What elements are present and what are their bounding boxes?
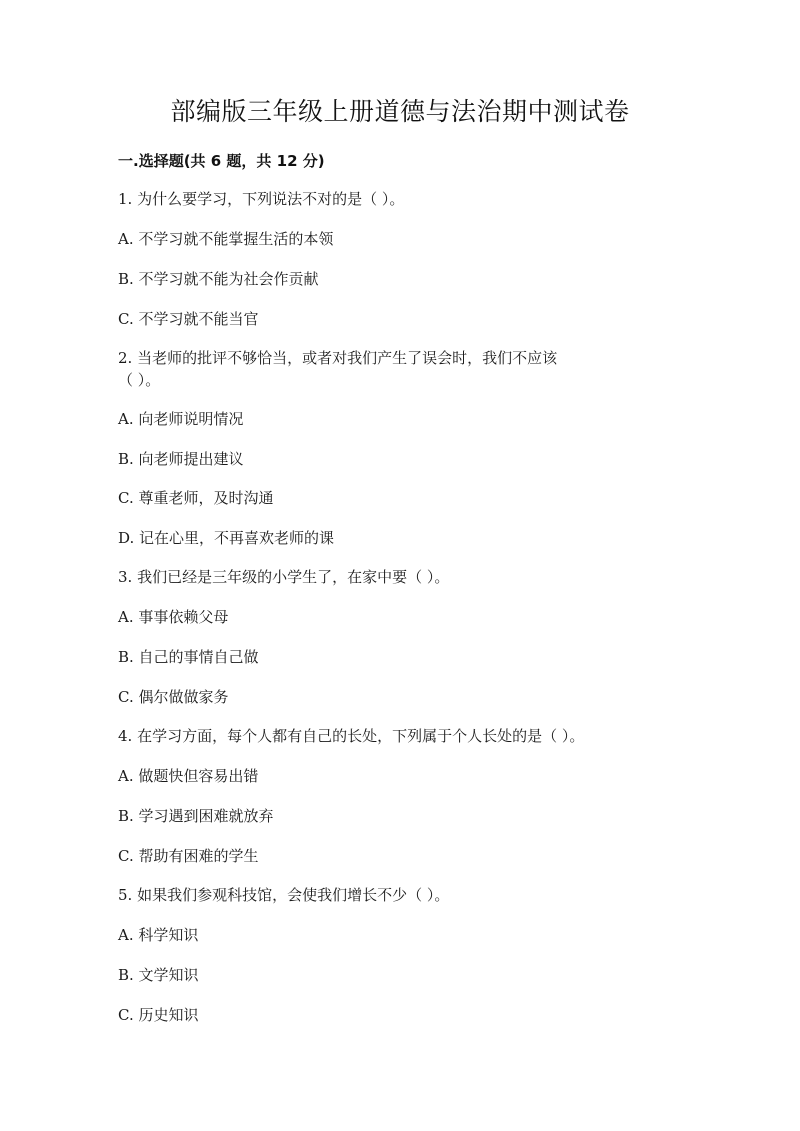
answer-option: A. 向老师说明情况 [118, 410, 244, 428]
answer-option: C. 偶尔做做家务 [118, 688, 229, 706]
answer-option: B. 不学习就不能为社会作贡献 [118, 270, 319, 288]
answer-option: C. 帮助有困难的学生 [118, 847, 259, 865]
question-stem: 4. 在学习方面，每个人都有自己的长处，下列属于个人长处的是（ ）。 [118, 727, 585, 745]
answer-option: B. 学习遇到困难就放弃 [118, 807, 274, 825]
answer-option: B. 向老师提出建议 [118, 450, 244, 468]
answer-option: B. 文学知识 [118, 966, 199, 984]
question-stem: 1. 为什么要学习，下列说法不对的是（ ）。 [118, 190, 405, 208]
question-stem-continuation: （ ）。 [118, 371, 161, 389]
answer-option: A. 科学知识 [118, 926, 199, 944]
answer-option: A. 事事依赖父母 [118, 608, 229, 626]
question-stem: 2. 当老师的批评不够恰当，或者对我们产生了误会时，我们不应该 [118, 349, 558, 367]
answer-option: B. 自己的事情自己做 [118, 648, 259, 666]
answer-option: A. 不学习就不能掌握生活的本领 [118, 230, 334, 248]
answer-option: A. 做题快但容易出错 [118, 767, 259, 785]
section-heading: 一.选择题(共 6 题，共 12 分) [118, 152, 325, 170]
page-title: 部编版三年级上册道德与法治期中测试卷 [170, 97, 630, 126]
answer-option: C. 历史知识 [118, 1006, 199, 1024]
question-stem: 3. 我们已经是三年级的小学生了，在家中要（ ）。 [118, 568, 450, 586]
answer-option: C. 尊重老师，及时沟通 [118, 489, 274, 507]
question-stem: 5. 如果我们参观科技馆，会使我们增长不少（ ）。 [118, 886, 450, 904]
answer-option: C. 不学习就不能当官 [118, 310, 259, 328]
answer-option: D. 记在心里，不再喜欢老师的课 [118, 529, 335, 547]
